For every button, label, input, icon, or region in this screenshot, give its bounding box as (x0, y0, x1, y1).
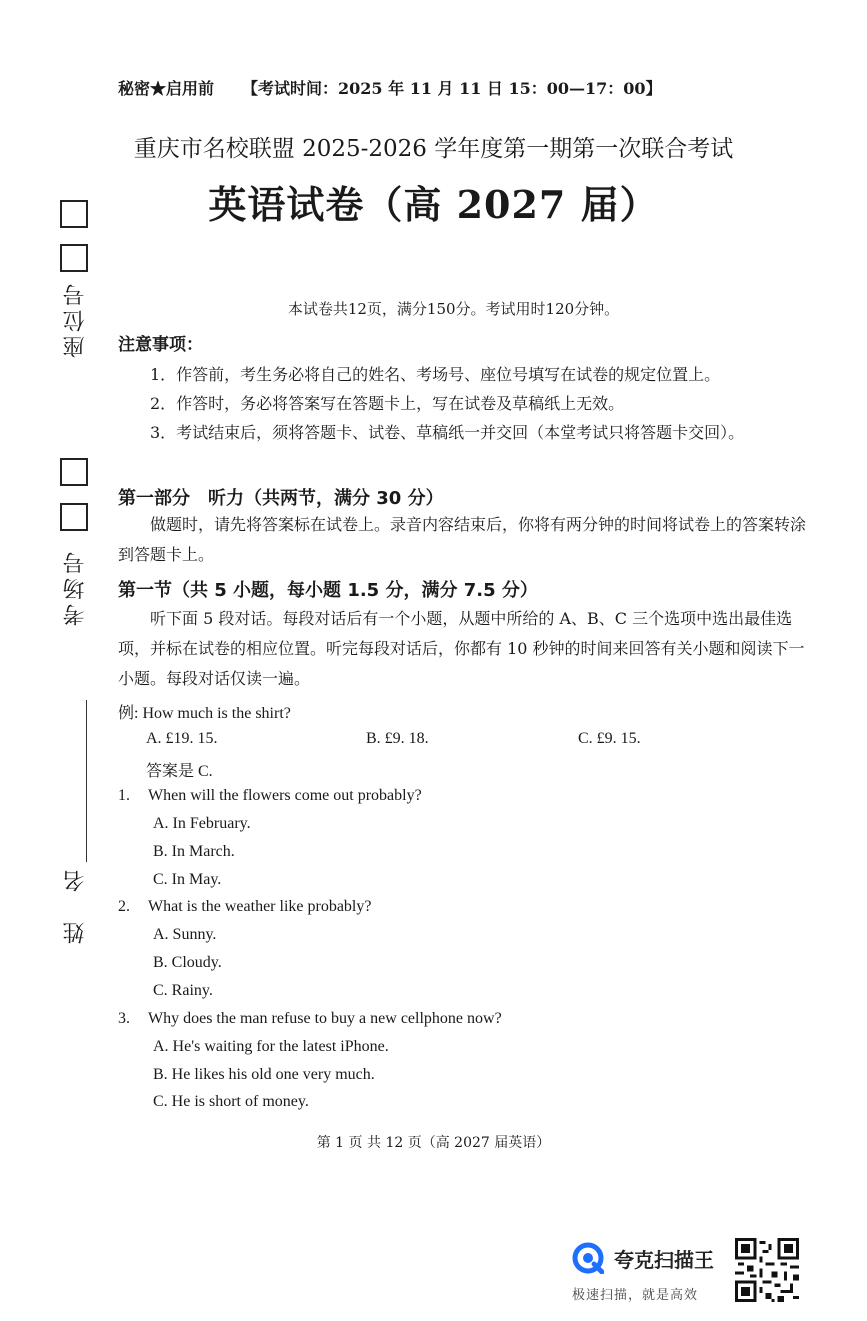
part1-instruction: 做题时，请先将答案标在试卷上。录音内容结束后，你将有两分钟的时间将试卷上的答案转涂到答题卡上。 (118, 515, 807, 564)
option-b[interactable]: B. Cloudy. (153, 954, 222, 971)
qr-code-icon (735, 1238, 799, 1302)
section1-title: 第一节（共 5 小题，每小题 1.5 分，满分 7.5 分） (118, 580, 538, 601)
exam-header (118, 76, 662, 99)
room-box[interactable] (60, 503, 88, 531)
seat-number-label: 座位号 (63, 280, 88, 358)
example-answer: 答案是 C. (146, 763, 213, 780)
watermark-tagline: 极速扫描，就是高效 (572, 1288, 699, 1303)
question-number: 3. (118, 1010, 130, 1027)
example-option: C. £9. 15. (578, 730, 641, 747)
name-label: 姓 名 (63, 866, 88, 944)
notice-item: 1．作答前，考生务必将自己的姓名、考场号、座位号填写在试卷的规定位置上。 (150, 365, 721, 384)
exam-title: 英语试卷（高 2027 届） (208, 182, 659, 227)
option-b[interactable]: B. In March. (153, 843, 235, 860)
option-a[interactable]: A. Sunny. (153, 926, 217, 943)
name-writing-line[interactable] (86, 700, 87, 862)
notice-item: 3．考试结束后，须将答题卡、试卷、草稿纸一并交回（本堂考试只将答题卡交回）。 (150, 423, 745, 442)
page-footer: 第 1 页 共 12 页（高 2027 届英语） (316, 1135, 551, 1151)
question-text: What is the weather like probably? (148, 898, 372, 915)
seat-box[interactable] (60, 244, 88, 272)
seat-box[interactable] (60, 200, 88, 228)
option-a[interactable]: A. He's waiting for the latest iPhone. (153, 1038, 389, 1055)
option-c[interactable]: C. In May. (153, 871, 222, 888)
room-number-label: 考场号 (63, 548, 88, 626)
exam-info: 本试卷共12页，满分150分。考试用时120分钟。 (287, 300, 620, 318)
example-option: B. £9. 18. (366, 730, 429, 747)
option-c[interactable]: C. He is short of money. (153, 1093, 309, 1110)
notice-item: 2．作答时，务必将答案写在答题卡上，写在试卷及草稿纸上无效。 (150, 394, 625, 413)
room-box[interactable] (60, 458, 88, 486)
option-c[interactable]: C. Rainy. (153, 982, 213, 999)
option-a[interactable]: A. In February. (153, 815, 251, 832)
watermark-name: 夸克扫描王 (614, 1248, 714, 1272)
example-question: 例: How much is the shirt? (118, 705, 291, 722)
question-number: 1. (118, 787, 130, 804)
part1-title: 第一部分 听力（共两节，满分 30 分） (118, 488, 444, 509)
quark-logo-icon (572, 1242, 604, 1274)
question-number: 2. (118, 898, 130, 915)
section1-instruction: 听下面 5 段对话。每段对话后有一个小题，从题中所给的 A、B、C 三个选项中选出最佳选项，并标在试卷的相应位置。听完每段对话后，你都有 10 秒钟的时间来回答有关小题和阅读下一小题。每段对话仅读一遍。 (118, 609, 805, 688)
notice-title: 注意事项： (118, 335, 203, 355)
exam-time: 【考试时间：2025 年 11 月 11 日 15：00—17：00】 (242, 79, 662, 98)
question-text: When will the flowers come out probably? (148, 787, 422, 804)
exam-subtitle: 重庆市名校联盟 2025-2026 学年度第一期第一次联合考试 (133, 136, 734, 162)
question-text: Why does the man refuse to buy a new cellphone now? (148, 1010, 502, 1027)
option-b[interactable]: B. He likes his old one very much. (153, 1066, 375, 1083)
example-option: A. £19. 15. (146, 730, 218, 747)
confidential-label: 秘密★启用前 (118, 79, 215, 98)
